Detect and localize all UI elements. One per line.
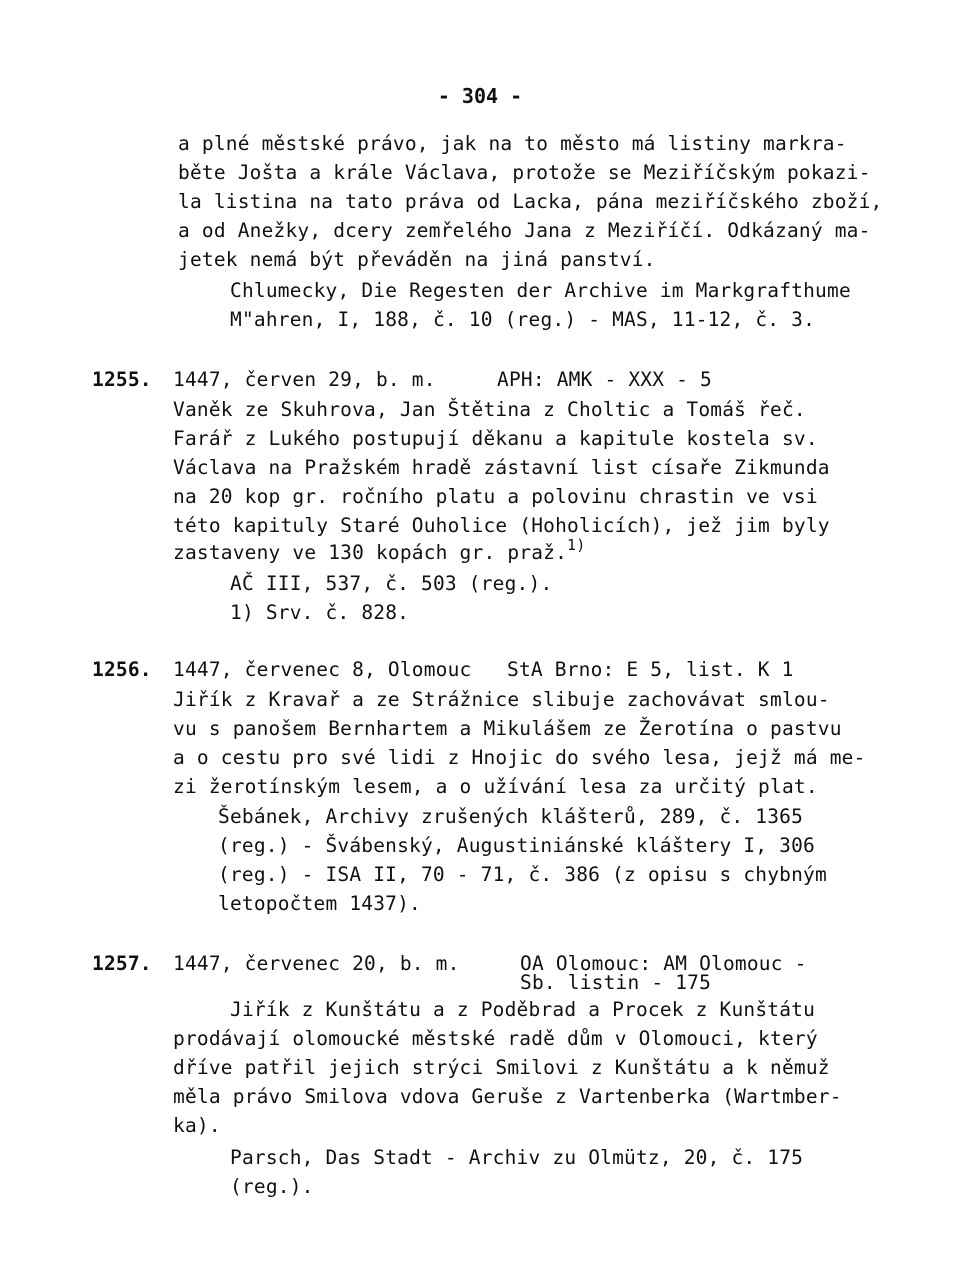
entry-source: Sb. listin - 175 [520, 971, 712, 994]
entry-number: 1257. [92, 952, 152, 975]
entry-reference: (reg.). [230, 1175, 314, 1198]
entry-text-line: Václava na Pražském hradě zástavní list císaře Zikmunda [173, 456, 830, 479]
entry-text-line: Jiřík z Kravař a ze Strážnice slibuje zachovávat smlou- [173, 688, 830, 711]
entry-source: OA Olomouc: AM Olomouc - [520, 952, 807, 975]
entry-text-line [173, 536, 586, 568]
entry-number: 1255. [92, 368, 152, 391]
entry-text-line: Farář z Lukého postupují děkanu a kapitule kostela sv. [173, 427, 818, 450]
entry-text-line: a o cestu pro své lidi z Hnojic do svého lesa, jejž má me- [173, 746, 866, 769]
entry-reference: Šebánek, Archivy zrušených klášterů, 289, č. 1365 [218, 805, 804, 828]
entry-source: StA Brno: E 5, list. K 1 [507, 658, 794, 681]
footnote-mark: 1) [567, 536, 586, 554]
entry-text-line: ka). [173, 1114, 221, 1137]
entry-text-line: Vaněk ze Skuhrova, Jan Štětina z Choltic a Tomáš řeč. [173, 398, 806, 421]
entry-footnote: 1) Srv. č. 828. [230, 601, 410, 624]
entry-text-line: měla právo Smilova vdova Geruše z Vartenberka (Wartmber- [173, 1085, 842, 1108]
intro-line: a od Anežky, dcery zemřelého Jana z Meziříčí. Odkázaný ma- [178, 219, 871, 242]
entry-reference: Parsch, Das Stadt - Archiv zu Olmütz, 20, č. 175 [230, 1146, 804, 1169]
intro-reference: M"ahren, I, 188, č. 10 (reg.) - MAS, 11-12, č. 3. [230, 308, 816, 331]
entry-reference: (reg.) - ISA II, 70 - 71, č. 386 (z opisu s chybným [218, 863, 827, 886]
entry-reference: AČ III, 537, č. 503 (reg.). [230, 572, 553, 595]
intro-reference: Chlumecky, Die Regesten der Archive im Markgrafthume [230, 279, 851, 302]
intro-line: jetek nemá být převáděn na jiná panství. [178, 248, 656, 271]
entry-date: 1447, červenec 8, Olomouc [173, 658, 472, 681]
entry-text-line: Jiřík z Kunštátu a z Poděbrad a Procek z Kunštátu [230, 998, 816, 1021]
entry-source: APH: AMK - XXX - 5 [497, 368, 712, 391]
entry-reference: letopočtem 1437). [218, 892, 421, 915]
entry-reference: (reg.) - Švábenský, Augustiniánské kláštery I, 306 [218, 834, 815, 857]
entry-text-line: prodávají olomoucké městské radě dům v Olomouci, který [173, 1027, 818, 1050]
entry-date: 1447, červen 29, b. m. [173, 368, 436, 391]
entry-number: 1256. [92, 658, 152, 681]
intro-line: běte Jošta a krále Václava, protože se Meziříčským pokazi- [178, 161, 871, 184]
entry-text-line: na 20 kop gr. ročního platu a polovinu chrastin ve vsi [173, 485, 818, 508]
page-number: - 304 - [437, 84, 523, 108]
entry-text-line: vu s panošem Bernhartem a Mikulášem ze Žerotína o pastvu [173, 717, 842, 740]
intro-line: la listina na tato práva od Lacka, pána meziříčského zboží, [178, 190, 883, 213]
entry-text-line: dříve patřil jejich strýci Smilovi z Kunštátu a k němuž [173, 1056, 830, 1079]
intro-line: a plné městské právo, jak na to město má listiny markra- [178, 132, 847, 155]
entry-date: 1447, červenec 20, b. m. [173, 952, 460, 975]
entry-text-last: zastaveny ve 130 kopách gr. praž. [173, 541, 568, 564]
entry-text-line: této kapituly Staré Ouholice (Hoholicích), jež jim byly [173, 514, 830, 537]
entry-text-line: zi žerotínským lesem, a o užívání lesa za určitý plat. [173, 775, 818, 798]
